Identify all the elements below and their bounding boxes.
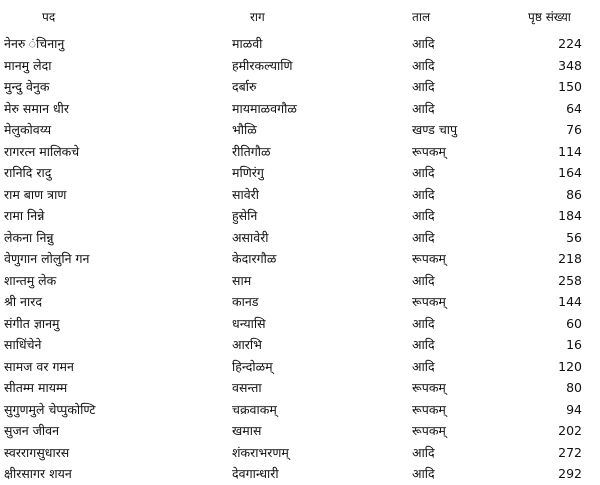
- page-number-cell: 64: [566, 100, 582, 116]
- pada-cell: लेकना निन्नु: [4, 229, 54, 245]
- raga-cell: रीतिगौळ: [232, 143, 271, 159]
- table-row: [0, 33, 600, 55]
- page-number-cell: 16: [566, 337, 582, 352]
- pada-cell: राम बाण त्राण: [4, 186, 67, 202]
- pada-cell: नेनरु ंचिनानु: [4, 36, 65, 51]
- header-raga: राग: [250, 10, 265, 24]
- table-row: [0, 184, 600, 206]
- tala-cell: रूपकम्: [412, 294, 446, 309]
- tala-cell: आदि: [412, 36, 435, 51]
- header-tala: ताल: [412, 10, 431, 24]
- table-row: [0, 291, 600, 313]
- tala-cell: आदि: [412, 100, 435, 116]
- raga-cell: आरभि: [232, 337, 262, 352]
- tala-cell: आदि: [412, 315, 435, 331]
- tala-cell: आदि: [412, 444, 435, 460]
- tala-cell: खण्ड चापु: [412, 122, 458, 137]
- table-row: [0, 248, 600, 270]
- page-number-cell: 224: [558, 36, 582, 51]
- table-body: [0, 33, 600, 485]
- pada-cell: रानिदि रादु: [4, 165, 52, 180]
- tala-cell: आदि: [412, 358, 435, 374]
- tala-cell: आदि: [412, 466, 435, 481]
- table-row: [0, 98, 600, 120]
- raga-cell: वसन्ता: [232, 380, 262, 395]
- table-row: [0, 399, 600, 421]
- pada-cell: मुन्दु वेनुक: [4, 79, 50, 94]
- pada-cell: संगीत ज्ञानमु: [4, 315, 60, 331]
- pada-cell: सामज वर गमन: [4, 358, 74, 374]
- page-number-cell: 272: [558, 444, 582, 460]
- page-number-cell: 164: [558, 165, 582, 180]
- page-number-cell: 292: [558, 466, 582, 481]
- page-number-cell: 56: [566, 229, 582, 245]
- pada-cell: सुगुणमुले चेप्पुकोण्टि: [4, 401, 96, 417]
- page-number-cell: 258: [558, 272, 582, 288]
- tala-cell: आदि: [412, 208, 435, 223]
- raga-cell: असावेरी: [232, 229, 269, 245]
- raga-cell: सावेरी: [232, 186, 259, 202]
- pada-cell: सुजन जीवन: [4, 423, 60, 438]
- table-row: [0, 420, 600, 442]
- pada-cell: श्री नारद: [4, 294, 42, 309]
- page-number-cell: 80: [566, 380, 582, 395]
- pada-cell: वेणुगान लोलुनि गन: [4, 251, 90, 266]
- pada-cell: साधिंचेने: [4, 337, 42, 352]
- pada-cell: रामा निन्ने: [4, 208, 45, 223]
- table-row: [0, 55, 600, 77]
- page-number-cell: 94: [566, 401, 582, 417]
- table-row: [0, 463, 600, 485]
- table-row: [0, 227, 600, 249]
- pada-cell: सीतम्म मायम्म: [4, 380, 68, 395]
- raga-cell: दर्बारु: [232, 79, 257, 94]
- table-row: [0, 270, 600, 292]
- tala-cell: रूपकम्: [412, 423, 446, 438]
- tala-cell: आदि: [412, 272, 435, 288]
- raga-cell: हिन्दोळम्: [232, 358, 273, 374]
- page-number-cell: 114: [558, 143, 582, 159]
- table-row: [0, 442, 600, 464]
- tala-cell: आदि: [412, 57, 435, 73]
- tala-cell: आदि: [412, 165, 435, 180]
- page-number-cell: 218: [558, 251, 582, 266]
- page-number-cell: 144: [558, 294, 582, 309]
- page-number-cell: 60: [566, 315, 582, 331]
- table-row: [0, 334, 600, 356]
- pada-cell: क्षीरसागर शयन: [4, 466, 72, 481]
- page-number-cell: 202: [558, 423, 582, 438]
- raga-cell: भौळि: [232, 122, 257, 137]
- header-pada: पद: [42, 10, 56, 24]
- pada-cell: मेलुकोवय्य: [4, 122, 52, 137]
- table-row: [0, 356, 600, 378]
- raga-cell: खमास: [232, 423, 262, 438]
- tala-cell: रूपकम्: [412, 401, 446, 417]
- page-number-cell: 184: [558, 208, 582, 223]
- tala-cell: रूपकम्: [412, 380, 446, 395]
- table-row: [0, 377, 600, 399]
- raga-cell: हमीरकल्याणि: [232, 57, 293, 73]
- page-number-cell: 120: [558, 358, 582, 374]
- tala-cell: रूपकम्: [412, 143, 446, 159]
- raga-cell: धन्यासि: [232, 315, 266, 331]
- table-row: [0, 141, 600, 163]
- table-row: [0, 162, 600, 184]
- raga-cell: केदारगौळ: [232, 251, 277, 266]
- page-number-cell: 76: [566, 122, 582, 137]
- tala-cell: आदि: [412, 229, 435, 245]
- raga-cell: देवगान्धारी: [232, 466, 279, 481]
- pada-cell: शान्तमु लेक: [4, 272, 57, 288]
- page-number-cell: 348: [558, 57, 582, 73]
- tala-cell: आदि: [412, 79, 435, 94]
- table-row: [0, 205, 600, 227]
- pada-cell: मेरु समान धीर: [4, 100, 70, 116]
- raga-cell: मणिरंगु: [232, 165, 264, 180]
- pada-cell: रागरत्न मालिकचे: [4, 143, 80, 159]
- header-page-number: पृष्ठ संख्या: [528, 10, 571, 24]
- page-number-cell: 150: [558, 79, 582, 94]
- tala-cell: आदि: [412, 186, 435, 202]
- raga-cell: माळवी: [232, 36, 263, 51]
- pada-cell: स्वररागसुधारस: [4, 444, 70, 460]
- table-row: [0, 76, 600, 98]
- table-row: [0, 313, 600, 335]
- tala-cell: रूपकम्: [412, 251, 446, 266]
- raga-cell: शंकराभरणम्: [232, 444, 289, 460]
- raga-cell: हुसेनि: [232, 208, 258, 223]
- raga-cell: चक्रवाकम्: [232, 401, 277, 417]
- table-header: [0, 8, 600, 28]
- raga-cell: मायमाळवगौळ: [232, 100, 297, 116]
- pada-cell: मानमु लेदा: [4, 57, 52, 73]
- raga-cell: कानड: [232, 294, 259, 309]
- tala-cell: आदि: [412, 337, 435, 352]
- page-number-cell: 86: [566, 186, 582, 202]
- table-row: [0, 119, 600, 141]
- raga-cell: साम: [232, 272, 252, 288]
